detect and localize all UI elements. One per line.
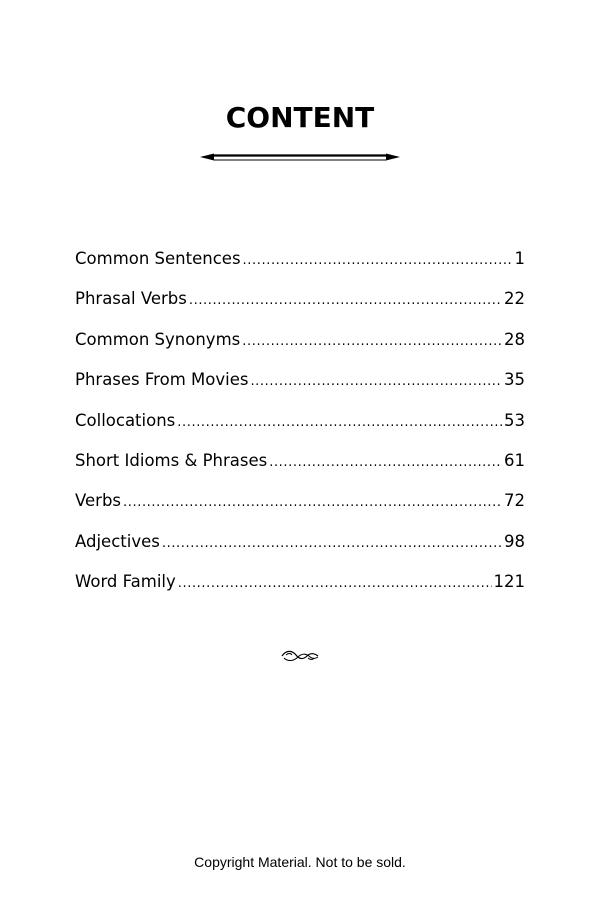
toc-entry-label: Adjectives — [75, 531, 160, 551]
toc-entry[interactable] — [75, 527, 525, 567]
toc-entry[interactable] — [75, 567, 525, 607]
toc-dot-leader — [162, 529, 502, 559]
toc-entry-label: Collocations — [75, 410, 176, 430]
copyright-footer: Copyright Material. Not to be sold. — [194, 854, 406, 870]
toc-dot-leader — [250, 367, 502, 397]
toc-entry-page: 35 — [504, 370, 525, 390]
page-title: CONTENT — [225, 101, 375, 134]
toc-dot-leader — [242, 327, 502, 357]
toc-entry[interactable] — [75, 244, 525, 284]
toc-entry[interactable] — [75, 486, 525, 526]
table-of-contents — [75, 244, 525, 608]
toc-entry-page: 28 — [504, 329, 525, 349]
toc-entry-label: Common Sentences — [75, 249, 241, 268]
toc-entry[interactable] — [75, 284, 525, 324]
toc-entry[interactable] — [75, 406, 525, 446]
toc-entry[interactable] — [75, 365, 525, 405]
toc-entry-label: Word Family — [75, 572, 176, 592]
double-line-divider-icon — [198, 148, 402, 166]
toc-dot-leader — [123, 488, 502, 518]
toc-entry-label: Common Synonyms — [75, 329, 241, 349]
toc-entry-page: 61 — [504, 450, 525, 470]
toc-entry[interactable] — [75, 446, 525, 486]
toc-entry-label: Verbs — [75, 491, 122, 511]
toc-entry[interactable] — [75, 325, 525, 365]
toc-dot-leader — [178, 569, 492, 599]
toc-entry-page: 22 — [504, 289, 525, 309]
toc-entry-label: Short Idioms & Phrases — [75, 450, 268, 470]
toc-entry-page: 53 — [504, 410, 525, 430]
toc-entry-page: 98 — [504, 531, 525, 551]
toc-entry-page: 72 — [504, 491, 525, 511]
toc-entry-page: 1 — [514, 249, 525, 268]
flourish-icon — [280, 646, 320, 666]
toc-dot-leader — [269, 448, 502, 478]
toc-entry-label: Phrases From Movies — [75, 370, 249, 390]
toc-dot-leader — [243, 246, 513, 276]
toc-dot-leader — [177, 408, 502, 438]
toc-dot-leader — [189, 286, 502, 316]
toc-entry-page: 121 — [493, 572, 525, 592]
toc-entry-label: Phrasal Verbs — [75, 289, 187, 309]
